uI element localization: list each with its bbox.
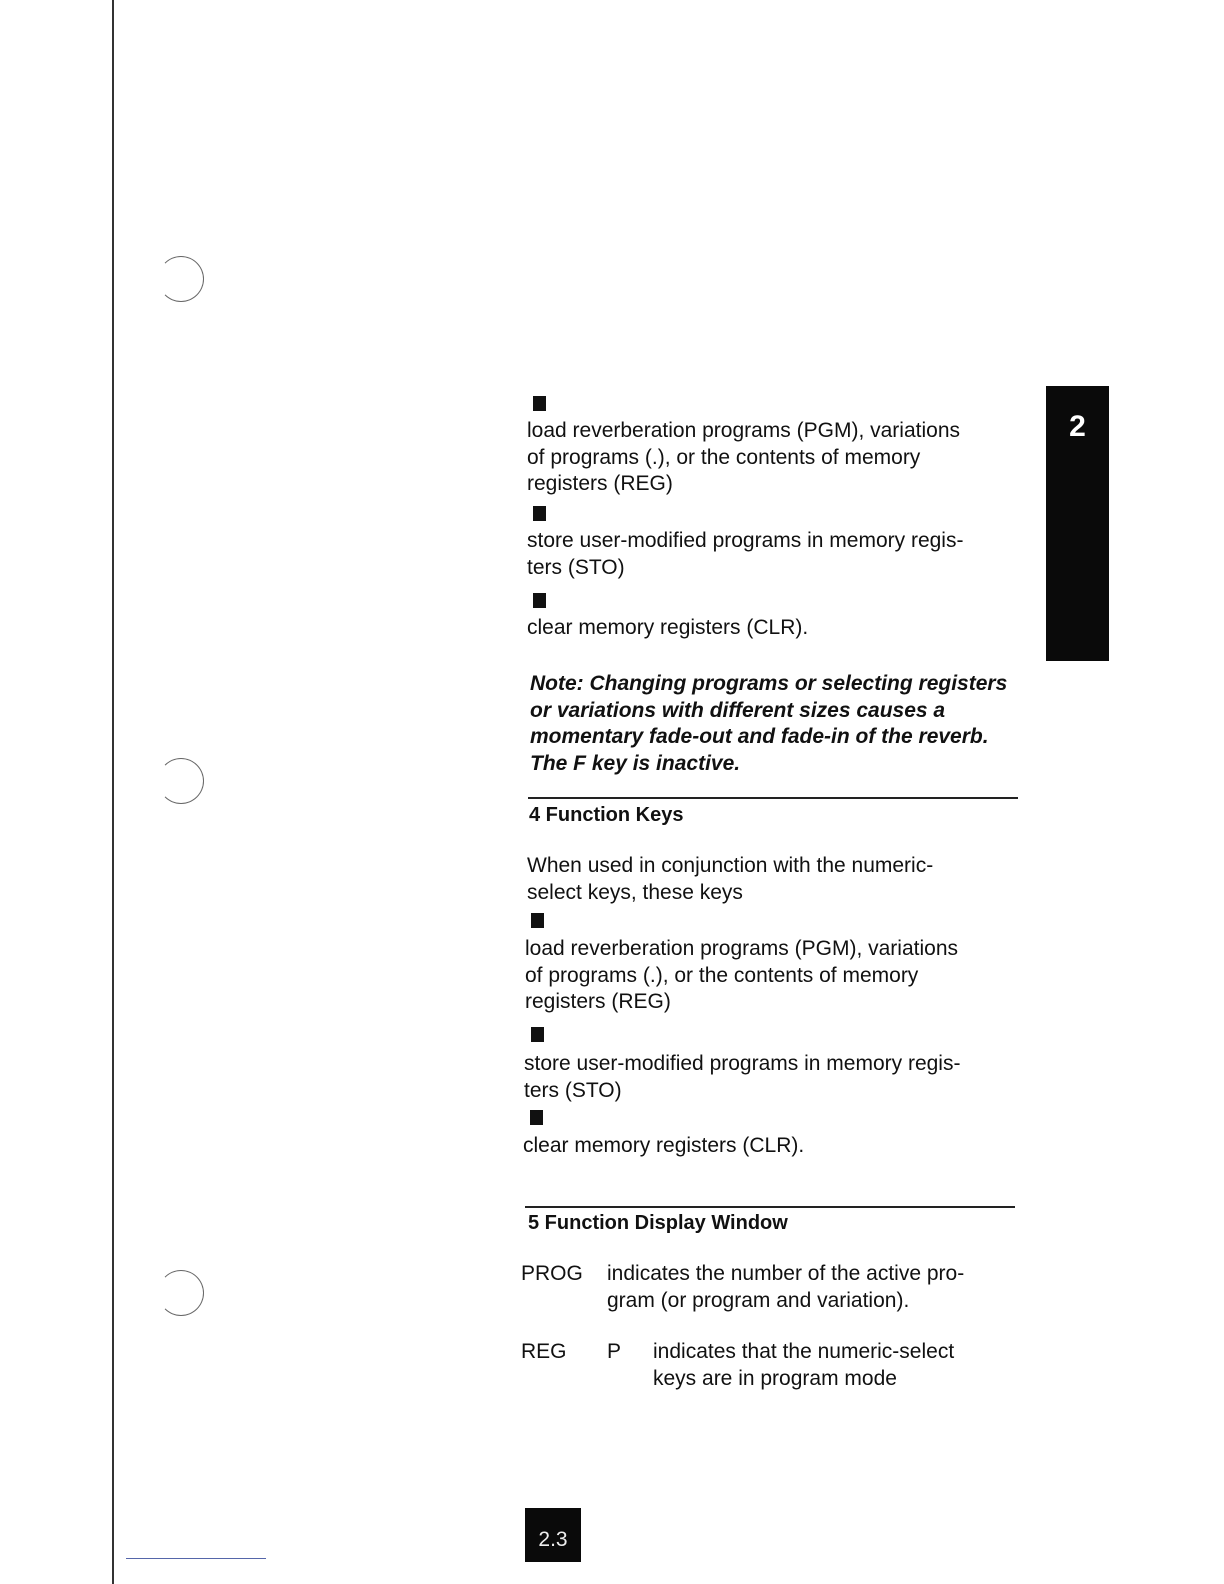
punch-hole-mark	[158, 758, 204, 804]
section-heading: 4 Function Keys	[529, 804, 684, 826]
list-item: store user-modified programs in memory regis- ters (STO)	[524, 1052, 961, 1102]
section-heading: 5 Function Display Window	[528, 1212, 788, 1234]
bullet	[531, 913, 544, 928]
term-label: REG	[521, 1340, 567, 1363]
punch-hole-mark	[158, 1270, 204, 1316]
bullet	[531, 1027, 544, 1042]
list-item: store user-modified programs in memory regis- ters (STO)	[527, 529, 964, 579]
term-label: PROG	[521, 1262, 583, 1285]
binding-margin-line	[112, 0, 114, 1584]
section-rule	[528, 797, 1018, 799]
term-description: indicates the number of the active pro- gram (or program and variation).	[607, 1262, 965, 1312]
section-rule	[525, 1206, 1015, 1208]
bullet	[533, 506, 546, 521]
bullet	[533, 396, 546, 411]
note-text: Note: Changing programs or selecting registers or variations with different sizes causes a momentary fade-out and fade-in of the reverb. The F key is inactive.	[530, 672, 1008, 775]
page-number: 2.3	[525, 1508, 581, 1562]
paragraph: When used in conjunction with the numeric- select keys, these keys	[527, 854, 934, 904]
term-description: indicates that the numeric-select keys are in program mode	[653, 1340, 955, 1390]
term-sublabel: P	[607, 1340, 622, 1363]
footer-rule	[126, 1558, 266, 1559]
bullet	[530, 1110, 543, 1125]
bullet	[533, 593, 546, 608]
list-item: clear memory registers (CLR).	[523, 1134, 805, 1157]
list-item: clear memory registers (CLR).	[527, 616, 809, 639]
chapter-tab: 2	[1046, 386, 1109, 661]
punch-hole-mark	[158, 256, 204, 302]
list-item: load reverberation programs (PGM), variations of programs (.), or the contents of memory registers (REG)	[527, 419, 961, 495]
list-item: load reverberation programs (PGM), variations of programs (.), or the contents of memory registers (REG)	[525, 937, 959, 1013]
